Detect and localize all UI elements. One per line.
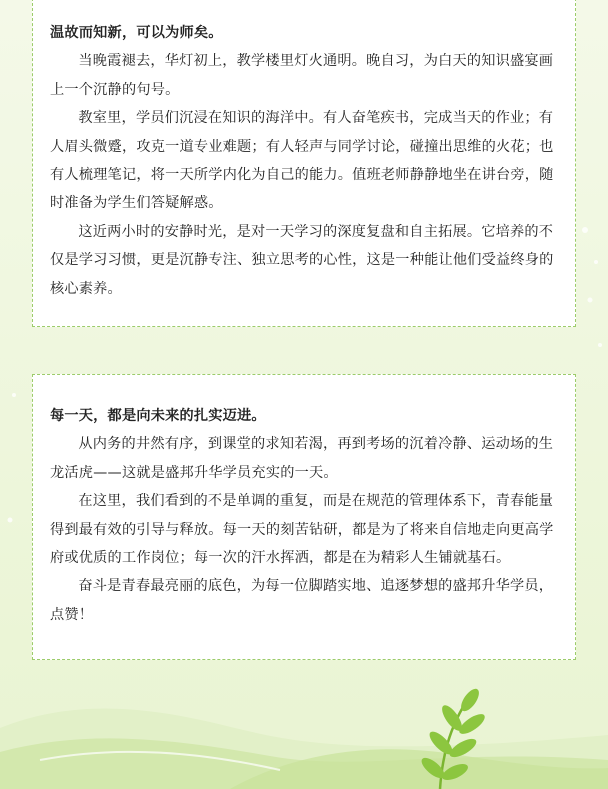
paragraph: 当晚霞褪去，华灯初上，教学楼里灯火通明。晚自习，为白天的知识盛宴画上一个沉静的句号。: [50, 53, 554, 98]
section-heading: 温故而知新，可以为师矣。: [50, 25, 223, 41]
paragraph: 奋斗是青春最亮丽的底色，为每一位脚踏实地、追逐梦想的盛邦升华学员，点赞！: [50, 578, 554, 623]
section-heading: 每一天，都是向未来的扎实迈进。: [50, 408, 266, 424]
paragraph: 这近两小时的安静时光，是对一天学习的深度复盘和自主拓展。它培养的不仅是学习习惯，更是沉静专注、独立思考的心性，这是一种能让他们受益终身的核心素养。: [50, 223, 554, 297]
paragraph: 教室里，学员们沉浸在知识的海洋中。有人奋笔疾书，完成当天的作业；有人眉头微蹙，攻克一道专业难题；有人轻声与同学讨论，碰撞出思维的火花；也有人梳理笔记，将一天所学内化为自己的能力。值班老师静静地坐在讲台旁，随时准备为学生们答疑解惑。: [50, 110, 554, 212]
paragraph: 从内务的井然有序，到课堂的求知若渴，再到考场的沉着冷静、运动场的生龙活虎——这就是盛邦升华学员充实的一天。: [50, 436, 554, 481]
text-card-daily-progress: [32, 374, 576, 660]
paragraph: 在这里，我们看到的不是单调的重复，而是在规范的管理体系下，青春能量得到最有效的引导与释放。每一天的刻苦钻研，都是为了将来自信地走向更高学府或优质的工作岗位；每一次的汗水挥洒，都是在为精彩人生铺就基石。: [50, 493, 554, 567]
text-card-evening-study: [32, 0, 576, 327]
